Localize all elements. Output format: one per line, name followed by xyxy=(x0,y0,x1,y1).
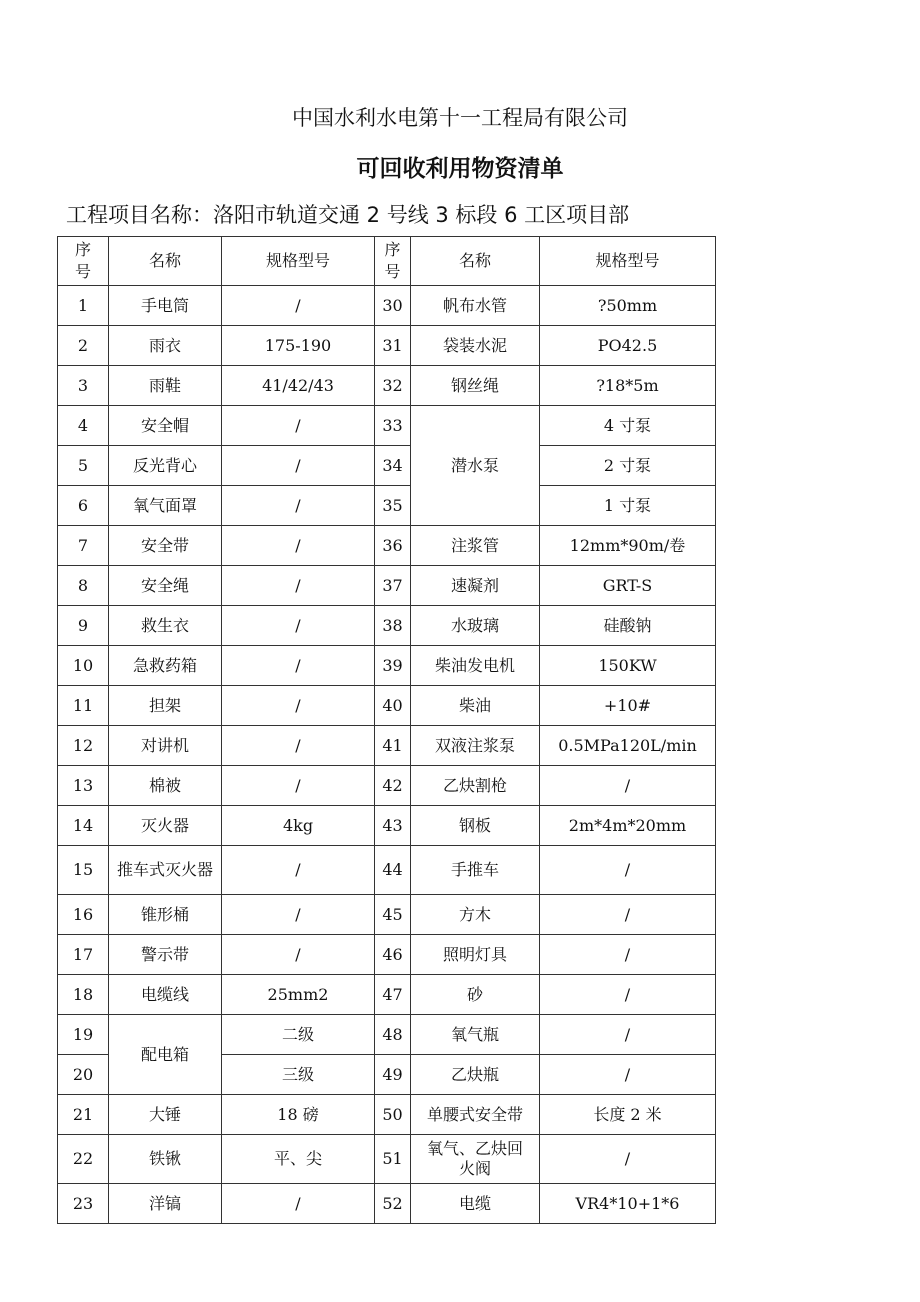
row-number-left: 8 xyxy=(58,566,109,606)
item-spec-right: 2m*4m*20mm xyxy=(540,806,716,846)
item-spec-right: GRT-S xyxy=(540,566,716,606)
table-row xyxy=(58,1135,716,1184)
item-name-left: 锥形桶 xyxy=(109,895,222,935)
row-number-left: 21 xyxy=(58,1095,109,1135)
item-spec-left: / xyxy=(222,935,375,975)
item-spec-right: / xyxy=(540,935,716,975)
header-spec-left: 规格型号 xyxy=(222,237,375,286)
header-name-left: 名称 xyxy=(109,237,222,286)
item-spec-left: 18 磅 xyxy=(222,1095,375,1135)
item-name-left: 电缆线 xyxy=(109,975,222,1015)
item-name-left: 担架 xyxy=(109,686,222,726)
header-seq-right: 序号 xyxy=(375,237,411,286)
item-spec-left: 41/42/43 xyxy=(222,366,375,406)
item-spec-left: 三级 xyxy=(222,1055,375,1095)
row-number-right: 44 xyxy=(375,846,411,895)
row-number-left: 2 xyxy=(58,326,109,366)
table-row xyxy=(58,1095,716,1135)
item-spec-left: / xyxy=(222,726,375,766)
item-spec-left: / xyxy=(222,486,375,526)
item-name-right: 柴油 xyxy=(411,686,540,726)
item-spec-right: / xyxy=(540,766,716,806)
item-name-left: 棉被 xyxy=(109,766,222,806)
item-spec-left: / xyxy=(222,606,375,646)
table-row xyxy=(58,935,716,975)
item-name-right: 单腰式安全带 xyxy=(411,1095,540,1135)
row-number-right: 35 xyxy=(375,486,411,526)
item-name-right: 乙炔瓶 xyxy=(411,1055,540,1095)
item-name-right: 乙炔割枪 xyxy=(411,766,540,806)
item-spec-left: / xyxy=(222,566,375,606)
row-number-right: 43 xyxy=(375,806,411,846)
row-number-left: 10 xyxy=(58,646,109,686)
row-number-left: 23 xyxy=(58,1184,109,1224)
item-spec-right: 150KW xyxy=(540,646,716,686)
row-number-right: 34 xyxy=(375,446,411,486)
table-row xyxy=(58,726,716,766)
item-spec-left: 25mm2 xyxy=(222,975,375,1015)
row-number-left: 6 xyxy=(58,486,109,526)
item-name-right: 氧气、乙炔回火阀 xyxy=(411,1135,540,1184)
item-name-left: 洋镐 xyxy=(109,1184,222,1224)
materials-table xyxy=(57,236,716,1224)
item-name-right: 氧气瓶 xyxy=(411,1015,540,1055)
row-number-right: 41 xyxy=(375,726,411,766)
item-spec-right: / xyxy=(540,1015,716,1055)
item-spec-left: / xyxy=(222,1184,375,1224)
table-row xyxy=(58,566,716,606)
table-row xyxy=(58,606,716,646)
table-row xyxy=(58,406,716,446)
table-row xyxy=(58,646,716,686)
table-row xyxy=(58,286,716,326)
row-number-left: 1 xyxy=(58,286,109,326)
item-name-right: 钢板 xyxy=(411,806,540,846)
header-spec-right: 规格型号 xyxy=(540,237,716,286)
table-row xyxy=(58,846,716,895)
item-spec-right: 12mm*90m/卷 xyxy=(540,526,716,566)
company-name: 中国水利水电第十一工程局有限公司 xyxy=(292,106,628,130)
item-spec-left: / xyxy=(222,526,375,566)
item-name-right: 手推车 xyxy=(411,846,540,895)
row-number-left: 5 xyxy=(58,446,109,486)
row-number-right: 52 xyxy=(375,1184,411,1224)
item-name-right: 照明灯具 xyxy=(411,935,540,975)
item-name-right: 柴油发电机 xyxy=(411,646,540,686)
row-number-left: 17 xyxy=(58,935,109,975)
item-spec-right: +10# xyxy=(540,686,716,726)
item-spec-right: 4 寸泵 xyxy=(540,406,716,446)
item-name-left: 手电筒 xyxy=(109,286,222,326)
item-name-left: 安全带 xyxy=(109,526,222,566)
row-number-left: 9 xyxy=(58,606,109,646)
row-number-left: 14 xyxy=(58,806,109,846)
item-spec-right: 1 寸泵 xyxy=(540,486,716,526)
item-spec-left: / xyxy=(222,406,375,446)
table-row xyxy=(58,326,716,366)
item-name-left: 对讲机 xyxy=(109,726,222,766)
row-number-right: 33 xyxy=(375,406,411,446)
item-spec-left: 4kg xyxy=(222,806,375,846)
item-spec-left: 平、尖 xyxy=(222,1135,375,1184)
item-name-right: 双液注浆泵 xyxy=(411,726,540,766)
header-seq-left: 序号 xyxy=(58,237,109,286)
item-spec-left: / xyxy=(222,286,375,326)
row-number-left: 19 xyxy=(58,1015,109,1055)
table-row xyxy=(58,806,716,846)
item-spec-right: PO42.5 xyxy=(540,326,716,366)
item-spec-left: / xyxy=(222,686,375,726)
item-name-left: 安全帽 xyxy=(109,406,222,446)
row-number-right: 51 xyxy=(375,1135,411,1184)
item-name-right: 袋装水泥 xyxy=(411,326,540,366)
item-spec-left: / xyxy=(222,646,375,686)
item-spec-right: VR4*10+1*6 xyxy=(540,1184,716,1224)
item-spec-right: 2 寸泵 xyxy=(540,446,716,486)
item-spec-right: ?50mm xyxy=(540,286,716,326)
item-name-right: 注浆管 xyxy=(411,526,540,566)
row-number-right: 42 xyxy=(375,766,411,806)
row-number-left: 12 xyxy=(58,726,109,766)
item-name-left: 安全绳 xyxy=(109,566,222,606)
table-row xyxy=(58,975,716,1015)
item-spec-right: / xyxy=(540,895,716,935)
item-name-left: 警示带 xyxy=(109,935,222,975)
item-name-right: 潜水泵 xyxy=(411,406,540,526)
row-number-left: 15 xyxy=(58,846,109,895)
row-number-right: 40 xyxy=(375,686,411,726)
row-number-right: 39 xyxy=(375,646,411,686)
row-number-right: 49 xyxy=(375,1055,411,1095)
item-name-left: 雨衣 xyxy=(109,326,222,366)
item-spec-left: 二级 xyxy=(222,1015,375,1055)
row-number-right: 47 xyxy=(375,975,411,1015)
table-row xyxy=(58,686,716,726)
table-row xyxy=(58,1184,716,1224)
item-spec-right: / xyxy=(540,1135,716,1184)
header-name-right: 名称 xyxy=(411,237,540,286)
item-name-left: 配电箱 xyxy=(109,1015,222,1095)
item-spec-left: / xyxy=(222,846,375,895)
item-spec-right: ?18*5m xyxy=(540,366,716,406)
item-name-right: 砂 xyxy=(411,975,540,1015)
item-spec-right: 硅酸钠 xyxy=(540,606,716,646)
item-name-right: 电缆 xyxy=(411,1184,540,1224)
item-name-left: 雨鞋 xyxy=(109,366,222,406)
row-number-left: 13 xyxy=(58,766,109,806)
row-number-right: 45 xyxy=(375,895,411,935)
row-number-right: 36 xyxy=(375,526,411,566)
table-row xyxy=(58,1015,716,1055)
project-label: 工程项目名称： xyxy=(66,203,213,227)
item-spec-right: / xyxy=(540,1055,716,1095)
table-row xyxy=(58,486,716,526)
item-name-right: 方木 xyxy=(411,895,540,935)
item-name-left: 反光背心 xyxy=(109,446,222,486)
item-spec-right: / xyxy=(540,975,716,1015)
item-name-left: 急救药箱 xyxy=(109,646,222,686)
project-line xyxy=(66,199,629,229)
item-name-right: 速凝剂 xyxy=(411,566,540,606)
row-number-right: 46 xyxy=(375,935,411,975)
table-row xyxy=(58,366,716,406)
project-name: 洛阳市轨道交通 2 号线 3 标段 6 工区项目部 xyxy=(213,203,630,227)
item-name-left: 大锤 xyxy=(109,1095,222,1135)
row-number-right: 37 xyxy=(375,566,411,606)
item-name-left: 推车式灭火器 xyxy=(109,846,222,895)
item-name-left: 铁锹 xyxy=(109,1135,222,1184)
table-row xyxy=(58,446,716,486)
table-row xyxy=(58,526,716,566)
item-spec-right: 长度 2 米 xyxy=(540,1095,716,1135)
row-number-left: 7 xyxy=(58,526,109,566)
item-spec-right: / xyxy=(540,846,716,895)
row-number-right: 32 xyxy=(375,366,411,406)
row-number-left: 20 xyxy=(58,1055,109,1095)
item-name-left: 氧气面罩 xyxy=(109,486,222,526)
row-number-right: 48 xyxy=(375,1015,411,1055)
row-number-left: 4 xyxy=(58,406,109,446)
row-number-right: 50 xyxy=(375,1095,411,1135)
row-number-right: 31 xyxy=(375,326,411,366)
item-name-right: 水玻璃 xyxy=(411,606,540,646)
row-number-left: 18 xyxy=(58,975,109,1015)
table-row xyxy=(58,766,716,806)
item-spec-left: 175-190 xyxy=(222,326,375,366)
row-number-left: 11 xyxy=(58,686,109,726)
row-number-left: 22 xyxy=(58,1135,109,1184)
page-title: 可回收利用物资清单 xyxy=(356,156,564,182)
item-name-right: 钢丝绳 xyxy=(411,366,540,406)
table-header-row xyxy=(58,237,716,286)
item-name-left: 灭火器 xyxy=(109,806,222,846)
row-number-right: 38 xyxy=(375,606,411,646)
row-number-left: 3 xyxy=(58,366,109,406)
table-row xyxy=(58,895,716,935)
item-name-left: 救生衣 xyxy=(109,606,222,646)
item-spec-left: / xyxy=(222,766,375,806)
item-spec-left: / xyxy=(222,446,375,486)
item-name-right: 帆布水管 xyxy=(411,286,540,326)
row-number-right: 30 xyxy=(375,286,411,326)
item-spec-left: / xyxy=(222,895,375,935)
row-number-left: 16 xyxy=(58,895,109,935)
item-spec-right: 0.5MPa120L/min xyxy=(540,726,716,766)
